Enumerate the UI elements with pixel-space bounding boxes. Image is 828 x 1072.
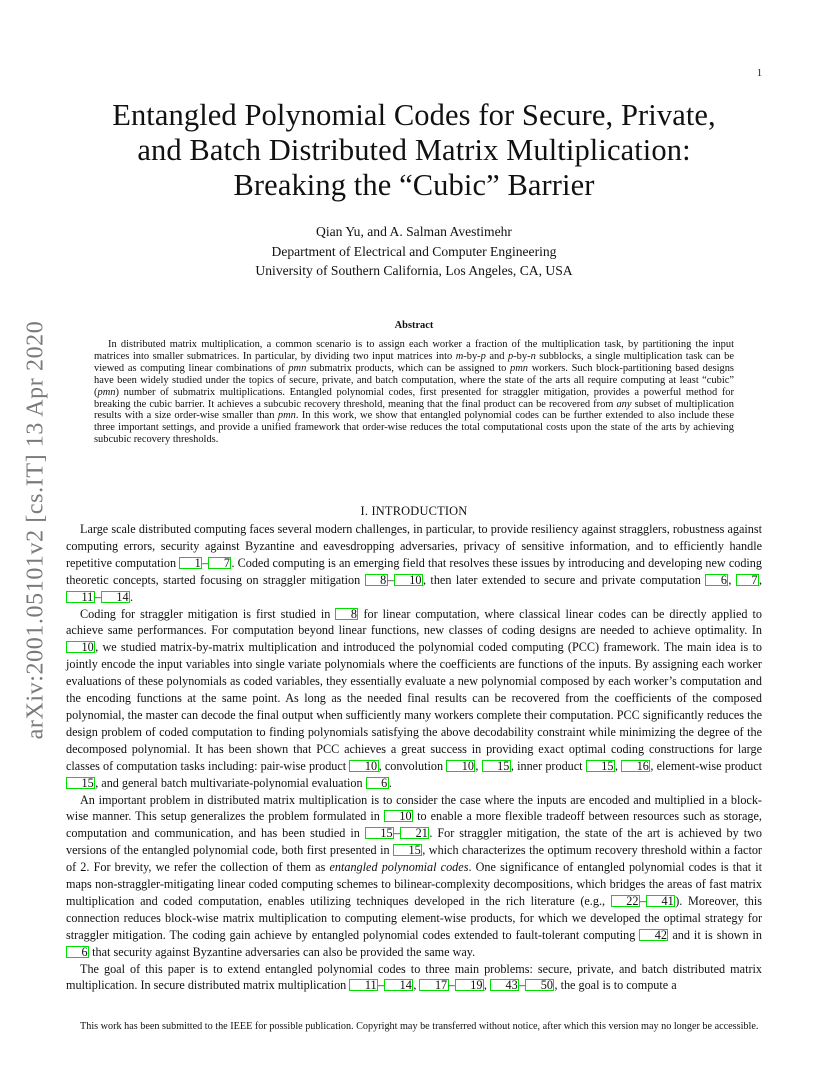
title-line: Breaking the “Cubic” Barrier xyxy=(233,168,595,202)
section-heading: I. INTRODUCTION xyxy=(360,504,468,518)
author-university: University of Southern California, Los Angeles, CA, USA xyxy=(255,263,573,278)
footnote: This work has been submitted to the IEEE for possible publication. Copyright may be transferred without notice, after which this version may no longer be accessible. xyxy=(80,1021,759,1032)
author-block xyxy=(60,222,768,281)
citation-link[interactable]: 15 xyxy=(482,760,511,772)
citation-link[interactable]: 1 xyxy=(179,557,202,569)
citation-link[interactable]: 14 xyxy=(101,591,130,603)
citation-link[interactable]: 7 xyxy=(208,557,231,569)
citation-link[interactable]: 6 xyxy=(366,777,389,789)
citation-link[interactable]: 10 xyxy=(384,810,413,822)
paper-title xyxy=(60,98,768,203)
author-department: Department of Electrical and Computer Engineering xyxy=(271,243,557,259)
paragraph: Large scale distributed computing faces several modern challenges, in particular, to provide resiliency against stragglers, robustness against computing errors, security against Byzantine and eavesdropping adversaries, privacy of sensitive information, and to efficiently handle repetitive computation 1 – 7 . Coded computing is an emerging field that resolves these issues by introducing and developing new coding theoretic concepts, started focusing on straggler mitigation 8 – 10 , then later extended to secure and private computation 6 , 7 , 11 – 14 . xyxy=(66,522,763,604)
citation-link[interactable]: 21 xyxy=(400,827,429,839)
arxiv-sidebar xyxy=(22,298,50,762)
citation-link[interactable]: 43 xyxy=(490,979,519,991)
citation-link[interactable]: 14 xyxy=(384,979,413,991)
citation-link[interactable]: 8 xyxy=(365,574,388,586)
citation-link[interactable]: 10 xyxy=(349,760,378,772)
citation-link[interactable]: 41 xyxy=(646,895,675,907)
citation-link[interactable]: 10 xyxy=(446,760,475,772)
citation-link[interactable]: 10 xyxy=(394,574,423,586)
title-line: Entangled Polynomial Codes for Secure, Private, xyxy=(112,98,716,132)
citation-link[interactable]: 42 xyxy=(639,929,668,941)
paragraph: An important problem in distributed matrix multiplication is to consider the case where the inputs are encoded and multiplied in a block-wise manner. This setup generalizes the problem formulated in 10 to enable a more flexible tradeoff between resources such as storage, computation and communication, and has been studied in 15 – 21 . For straggler mitigation, the state of the art is achieved by two versions of the entangled polynomial code, both first presented in 15 , which characterizes the optimum recovery threshold within a factor of 2. For brevity, we refer the collection of them as entangled polynomial codes. One significance of entangled polynomial codes is that it maps non-straggler-mitigating linear coded computing schemes to bilinear-complexity decompositions, which bridges the areas of fast matrix multiplication and coded computation, enables utilizing techniques developed in the rich literature (e.g., 22 – 41 ). Moreover, this connection reduces block-wise matrix multiplication to computing element-wise products, for which we developed the optimal strategy for straggler mitigation. The coding gain achieve by entangled polynomial codes extended to fault-tolerant computing 42 and it is shown in 6 that security against Byzantine adversaries can also be provided the same way. xyxy=(66,792,763,959)
citation-link[interactable]: 16 xyxy=(621,760,650,772)
body-text xyxy=(66,521,762,994)
citation-link[interactable]: 17 xyxy=(419,979,448,991)
paragraph: The goal of this paper is to extend entangled polynomial codes to three main problems: secure, private, and batch distributed matrix multiplication. In secure distributed matrix multiplication 11 – 14 , 17 – 19 , 43 – 50 , the goal is to compute a xyxy=(66,961,762,993)
abstract-heading: Abstract xyxy=(394,320,434,331)
arxiv-identifier: arXiv:2001.05101v2 [cs.IT] 13 Apr 2020 xyxy=(22,320,49,740)
paragraph: Coding for straggler mitigation is first studied in 8 for linear computation, where classical linear codes can be directly applied to achieve same performances. For computation beyond linear functions, new classes of coding designs are needed to achieve optimality. In 10 , we studied matrix-by-matrix multiplication and introduced the polynomial coded computing (PCC) framework. The main idea is to jointly encode the input variables into single variate polynomials where the coefficients are functions of the inputs. By assigning each worker evaluations of these polynomials as coded variables, they essentially evaluate a new polynomial composed by each worker’s computation and the encoding functions at the same point. As long as the needed final results can be recovered from the coefficients of the composed polynomial, the master can decode the final output when sufficiently many workers complete their computation. PCC significantly reduces the design problem of coded computation to finding polynomials satisfying the above decodability constraint while minimizing the degree of the decomposed polynomial. It has been shown that PCC achieves a great success in providing exact optimal coding constructions for large classes of computation tasks including: pair-wise product 10 , convolution 10 , 15 , inner product 15 , 16 , element-wise product 15 , and general batch multivariate-polynomial evaluation 6 . xyxy=(66,606,763,790)
citation-link[interactable]: 6 xyxy=(66,946,89,958)
citation-link[interactable]: 15 xyxy=(586,760,615,772)
citation-link[interactable]: 15 xyxy=(393,844,422,856)
title-line: and Batch Distributed Matrix Multiplication: xyxy=(137,133,691,167)
citation-link[interactable]: 8 xyxy=(335,608,358,620)
citation-link[interactable]: 19 xyxy=(455,979,484,991)
citation-link[interactable]: 50 xyxy=(525,979,554,991)
citation-link[interactable]: 15 xyxy=(66,777,95,789)
citation-link[interactable]: 6 xyxy=(705,574,728,586)
page-number: 1 xyxy=(757,68,762,79)
citation-link[interactable]: 11 xyxy=(349,979,378,991)
citation-link[interactable]: 11 xyxy=(66,591,95,603)
citation-link[interactable]: 15 xyxy=(365,827,394,839)
citation-link[interactable]: 7 xyxy=(736,574,759,586)
citation-link[interactable]: 10 xyxy=(66,641,95,653)
citation-link[interactable]: 22 xyxy=(611,895,640,907)
abstract-text: In distributed matrix multiplication, a common scenario is to assign each worker a fraction of the multiplication task, by partitioning the input matrices into smaller submatrices. In particular, by dividing two input matrices into m-by-p and p-by-n subblocks, a single multiplication task can be viewed as computing linear combinations of pmn submatrix products, which can be assigned to pmn workers. Such block-partitioning based designs have been widely studied under the topics of secure, private, and batch computation, where the state of the arts all require computing at least “cubic” (pmn) number of submatrix multiplications. Entangled polynomial codes, first presented for straggler mitigation, provides a powerful method for breaking the cubic barrier. It achieves a subcubic recovery threshold, meaning that the final product can be recovered from any subset of multiplication results with a size order-wise smaller than pmn. In this work, we show that entangled polynomial codes can be further extended to also include these three important settings, and provide a unified framework that order-wise reduces the total computational costs upon the state of the arts by achieving subcubic recovery thresholds. xyxy=(94,339,734,446)
author-names: Qian Yu, and A. Salman Avestimehr xyxy=(316,224,512,239)
